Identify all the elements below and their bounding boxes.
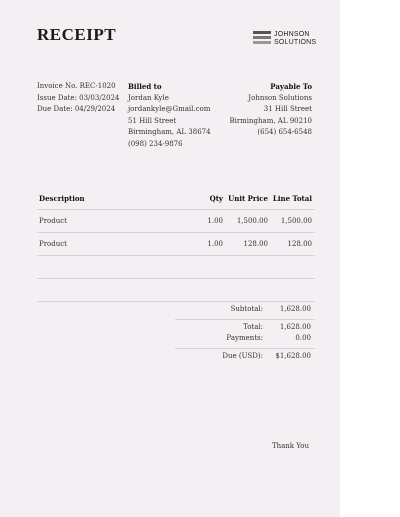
logo-text: JOHNSON SOLUTIONS — [274, 31, 317, 46]
issue-date: Issue Date: 03/03/2024 — [37, 93, 120, 102]
billed-to-email: jordankyle@Gmail.com — [128, 105, 211, 113]
header-qty: Qty — [209, 194, 223, 203]
table-bottom-rule — [37, 301, 315, 303]
subtotal-row — [175, 305, 315, 316]
payable-to-phone: (654) 654-6548 — [257, 128, 312, 136]
thank-you-note: Thank You — [271, 442, 309, 450]
stacked-bars-icon — [253, 31, 271, 49]
payable-to — [229, 81, 312, 139]
row-unit-price: 1,500.00 — [236, 217, 268, 225]
table-row — [37, 209, 315, 232]
company-logo — [253, 31, 315, 49]
payments-row — [175, 334, 315, 345]
row-line-total: 1,500.00 — [280, 217, 312, 225]
payable-to-street: 31 Hill Street — [263, 105, 312, 113]
divider — [175, 348, 315, 349]
billed-to-phone: (098) 234-9876 — [128, 139, 183, 148]
billed-to-city: Birmingham, AL 38674 — [128, 128, 211, 136]
row-qty: 1.00 — [207, 217, 223, 225]
total-row — [175, 323, 315, 334]
billed-to-label: Billed to — [128, 82, 162, 91]
row-qty: 1.00 — [207, 240, 223, 248]
row-description: Product — [39, 240, 67, 248]
billed-to-street: 51 Hill Street — [128, 116, 177, 125]
table-header — [37, 193, 315, 209]
billed-to — [128, 81, 211, 150]
due-date: Due Date: 04/29/2024 — [37, 105, 116, 113]
payable-to-city: Birmingham, AL 90210 — [229, 116, 312, 125]
payable-to-name: Johnson Solutions — [248, 93, 312, 102]
page-title: RECEIPT — [37, 25, 117, 44]
row-line-total: 128.00 — [287, 240, 312, 248]
payments-value: 0.00 — [295, 334, 311, 342]
billed-to-name: Jordan Kyle — [128, 93, 169, 102]
payments-label: Payments: — [226, 334, 263, 342]
subtotal-value: 1,628.00 — [279, 305, 311, 313]
total-label: Total: — [243, 323, 263, 331]
header-unit-price: Unit Price — [228, 194, 268, 203]
line-items-table — [37, 193, 315, 303]
table-row — [37, 232, 315, 255]
payable-to-label: Payable To — [270, 82, 312, 91]
invoice-info — [37, 81, 120, 116]
header-description: Description — [39, 194, 85, 203]
invoice-number: Invoice No. REC-1020 — [37, 82, 116, 90]
row-unit-price: 128.00 — [243, 240, 268, 248]
divider — [175, 319, 315, 320]
due-value: $1,628.00 — [275, 352, 311, 360]
subtotal-label: Subtotal: — [230, 305, 263, 313]
due-row — [175, 352, 315, 363]
totals-block — [175, 305, 315, 363]
row-description: Product — [39, 217, 67, 225]
due-label: Due (USD): — [222, 352, 263, 360]
total-value: 1,628.00 — [279, 323, 311, 331]
table-row-empty — [37, 278, 315, 301]
header-line-total: Line Total — [272, 194, 312, 203]
table-row-empty — [37, 255, 315, 278]
